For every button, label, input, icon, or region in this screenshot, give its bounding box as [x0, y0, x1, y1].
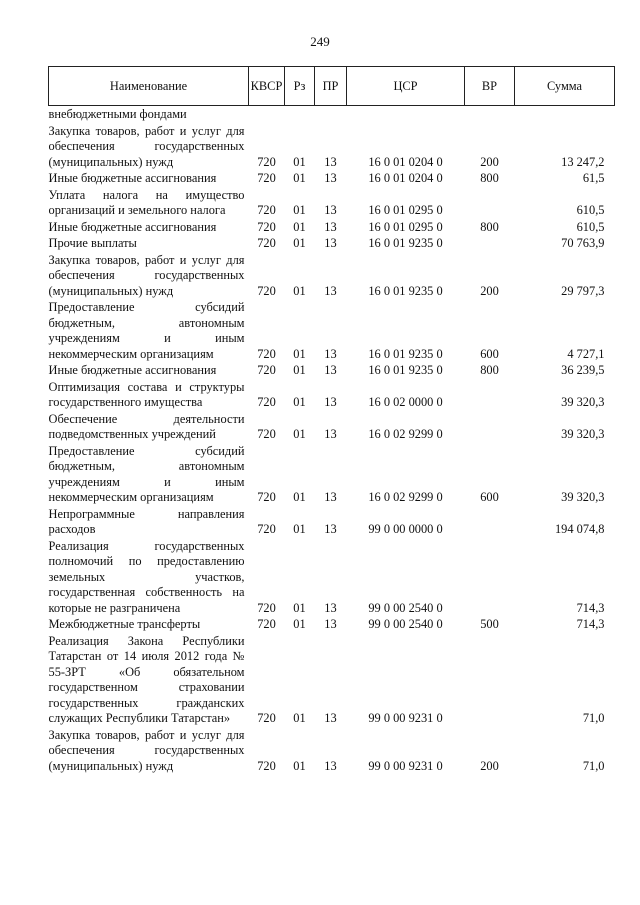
cell-pr: 13: [324, 346, 337, 361]
cell-sum: 71,0: [582, 758, 605, 773]
cell-name: Непрограммные направления расходов: [48, 506, 245, 536]
cell-csr: 16 0 01 0204 0: [368, 154, 443, 169]
cell-csr: 16 0 01 0204 0: [368, 171, 443, 185]
cell-csr: 16 0 01 9235 0: [368, 363, 443, 377]
cell-name: Закупка товаров, работ и услуг для обеспечения государственных (муниципальных) нужд: [48, 252, 245, 298]
cell-sum: 714,3: [576, 617, 605, 631]
cell-csr: 99 0 00 9231 0: [368, 758, 443, 773]
cell-sum: 13 247,2: [561, 154, 605, 169]
table-row: [49, 727, 615, 775]
cell-kvsr: 720: [257, 427, 276, 441]
cell-csr: 99 0 00 2540 0: [368, 617, 443, 631]
cell-pr: 13: [324, 522, 337, 536]
cell-rz: 01: [293, 236, 306, 250]
table-row: [49, 379, 615, 411]
cell-sum: [515, 106, 615, 123]
cell-kvsr: 720: [257, 600, 276, 615]
cell-sum: 4 727,1: [567, 346, 605, 361]
cell-rz: 01: [293, 363, 306, 377]
cell-vr: [465, 633, 515, 727]
table-row: [49, 170, 615, 187]
cell-vr: [465, 106, 515, 123]
table-row: [49, 362, 615, 379]
table-row: [49, 252, 615, 300]
cell-sum: 29 797,3: [561, 283, 605, 298]
cell-pr: [315, 106, 347, 123]
table-row: [49, 616, 615, 633]
table-row: [49, 506, 615, 538]
cell-sum: 714,3: [576, 600, 605, 615]
header-rz: Рз: [285, 67, 315, 106]
cell-pr: 13: [324, 490, 337, 504]
cell-rz: 01: [293, 522, 306, 536]
cell-csr: 16 0 01 9235 0: [368, 346, 443, 361]
cell-sum: 71,0: [582, 711, 605, 725]
cell-rz: 01: [293, 490, 306, 504]
cell-name: внебюджетными фондами: [48, 107, 187, 121]
table-body: [49, 106, 615, 775]
cell-name: Прочие выплаты: [48, 236, 137, 250]
cell-rz: [285, 106, 315, 123]
cell-kvsr: 720: [257, 758, 276, 773]
cell-csr: [347, 106, 465, 123]
cell-kvsr: 720: [257, 219, 276, 234]
cell-vr: [465, 187, 515, 219]
cell-pr: 13: [324, 600, 337, 615]
cell-name: Уплата налога на имущество организаций и земельного налога: [48, 187, 245, 217]
cell-name: Предоставление субсидий бюджетным, автономным учреждениям и иным некоммерческим организациям: [48, 300, 245, 361]
cell-kvsr: 720: [257, 711, 276, 725]
budget-table: [48, 66, 615, 774]
cell-kvsr: 720: [257, 346, 276, 361]
cell-vr: 600: [480, 490, 499, 504]
cell-pr: 13: [324, 363, 337, 377]
cell-name: Оптимизация состава и структуры государственного имущества: [48, 379, 245, 409]
table-row: [49, 219, 615, 236]
table-row: [49, 299, 615, 362]
header-name: Наименование: [49, 67, 249, 106]
cell-kvsr: 720: [257, 363, 276, 377]
cell-pr: 13: [324, 203, 337, 217]
cell-sum: 610,5: [576, 203, 605, 217]
cell-kvsr: 720: [257, 283, 276, 298]
cell-csr: 99 0 00 2540 0: [368, 600, 443, 615]
cell-sum: 610,5: [576, 219, 605, 234]
table-row: [49, 633, 615, 727]
table-row: [49, 106, 615, 123]
cell-pr: 13: [324, 283, 337, 298]
table-row: [49, 235, 615, 252]
cell-pr: 13: [324, 154, 337, 169]
cell-csr: 99 0 00 0000 0: [368, 522, 443, 536]
cell-sum: 39 320,3: [561, 395, 605, 409]
cell-pr: 13: [324, 395, 337, 409]
cell-vr: [465, 411, 515, 443]
cell-name: Предоставление субсидий бюджетным, автономным учреждениям и иным некоммерческим организациям: [48, 443, 245, 504]
cell-kvsr: 720: [257, 395, 276, 409]
cell-sum: 39 320,3: [561, 490, 605, 504]
cell-sum: 39 320,3: [561, 427, 605, 441]
cell-name: Реализация Закона Республики Татарстан от 14 июля 2012 года № 55-ЗРТ «Об обязательном государственном страховании государственных гражданских служащих Республики Татарстан»: [48, 633, 245, 725]
cell-rz: 01: [293, 600, 306, 615]
cell-name: Иные бюджетные ассигнования: [48, 219, 217, 234]
header-vr: ВР: [465, 67, 515, 106]
cell-rz: 01: [293, 283, 306, 298]
cell-rz: 01: [293, 395, 306, 409]
cell-vr: 600: [480, 346, 499, 361]
cell-rz: 01: [293, 758, 306, 773]
cell-name: Закупка товаров, работ и услуг для обеспечения государственных (муниципальных) нужд: [48, 727, 245, 773]
cell-vr: [465, 538, 515, 617]
cell-kvsr: 720: [257, 522, 276, 536]
cell-sum: 70 763,9: [561, 236, 605, 250]
cell-kvsr: 720: [257, 236, 276, 250]
header-kvsr: КВСР: [249, 67, 285, 106]
cell-name: Обеспечение деятельности подведомственных учреждений: [48, 411, 245, 441]
cell-sum: 194 074,8: [554, 522, 605, 536]
cell-pr: 13: [324, 236, 337, 250]
cell-vr: 800: [480, 219, 499, 234]
cell-kvsr: 720: [257, 490, 276, 504]
header-csr: ЦСР: [347, 67, 465, 106]
cell-csr: 16 0 02 9299 0: [368, 490, 443, 504]
table-row: [49, 443, 615, 506]
cell-kvsr: 720: [257, 154, 276, 169]
cell-pr: 13: [324, 171, 337, 185]
cell-name: Иные бюджетные ассигнования: [48, 171, 217, 185]
cell-vr: [465, 235, 515, 252]
table-row: [49, 411, 615, 443]
cell-kvsr: 720: [257, 617, 276, 631]
cell-name: Межбюджетные трансферты: [48, 617, 201, 631]
cell-rz: 01: [293, 171, 306, 185]
cell-rz: 01: [293, 711, 306, 725]
table-row: [49, 187, 615, 219]
page-number: 249: [310, 34, 330, 49]
cell-kvsr: 720: [257, 203, 276, 217]
cell-rz: 01: [293, 219, 306, 234]
cell-pr: 13: [324, 711, 337, 725]
cell-csr: 16 0 01 0295 0: [368, 203, 443, 217]
cell-kvsr: [249, 106, 285, 123]
cell-name: Реализация государственных полномочий по предоставлению земельных участков, государственная собственность на которые не разграничена: [48, 538, 245, 615]
header-sum: Сумма: [515, 67, 615, 106]
cell-rz: 01: [293, 617, 306, 631]
cell-vr: 500: [480, 617, 499, 631]
cell-kvsr: 720: [257, 171, 276, 185]
cell-vr: 200: [480, 283, 499, 298]
cell-csr: 16 0 01 9235 0: [368, 236, 443, 250]
cell-csr: 99 0 00 9231 0: [368, 711, 443, 725]
cell-pr: 13: [324, 219, 337, 234]
cell-csr: 16 0 02 9299 0: [368, 427, 443, 441]
header-pr: ПР: [315, 67, 347, 106]
cell-pr: 13: [324, 758, 337, 773]
cell-name: Иные бюджетные ассигнования: [48, 363, 217, 377]
table-header-row: [49, 67, 615, 106]
cell-rz: 01: [293, 427, 306, 441]
cell-csr: 16 0 01 0295 0: [368, 219, 443, 234]
cell-pr: 13: [324, 617, 337, 631]
cell-csr: 16 0 01 9235 0: [368, 283, 443, 298]
cell-vr: 800: [480, 363, 499, 377]
cell-rz: 01: [293, 154, 306, 169]
cell-csr: 16 0 02 0000 0: [368, 395, 443, 409]
cell-rz: 01: [293, 203, 306, 217]
cell-sum: 36 239,5: [561, 363, 605, 377]
cell-pr: 13: [324, 427, 337, 441]
table-row: [49, 123, 615, 171]
cell-vr: 200: [480, 154, 499, 169]
cell-vr: 800: [480, 171, 499, 185]
table-row: [49, 538, 615, 617]
cell-vr: [465, 506, 515, 538]
cell-vr: 200: [480, 758, 499, 773]
cell-sum: 61,5: [582, 171, 605, 185]
cell-rz: 01: [293, 346, 306, 361]
cell-name: Закупка товаров, работ и услуг для обеспечения государственных (муниципальных) нужд: [48, 123, 245, 169]
cell-vr: [465, 379, 515, 411]
